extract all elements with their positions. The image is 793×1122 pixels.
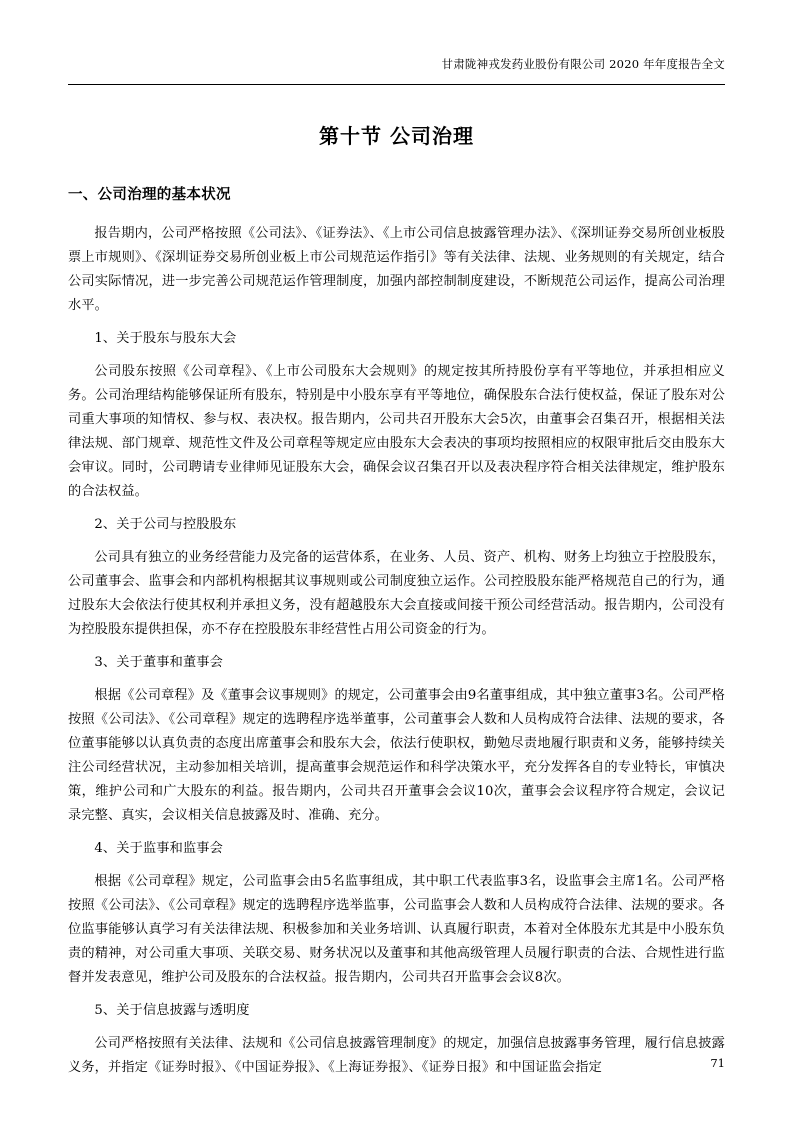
subsection-heading: 1、关于股东与股东大会 (94, 331, 237, 347)
paragraph: 根据《公司章程》及《董事会议事规则》的规定，公司董事会由9名董事组成，其中独立董事3名。公司严格按照《公司法》、《公司章程》规定的选聘程序选举董事，公司董事会人数和人员构成符合法律、法规的要求，各位董事能够以认真负责的态度出席董事会和股东大会，依法行使职权，勤勉尽责地履行职责和义务，能够持续关注公司经营状况，主动参加相关培训，提高董事会规范运作和科学决策水平，充分发挥各自的专业特长，审慎决策，维护公司和广大股东的利益。报告期内，公司共召开董事会会议10次，董事会会议程序符合规定，会议记录完整、真实，会议相关信息披露及时、准确、充分。 (68, 688, 725, 824)
paragraph: 公司股东按照《公司章程》、《上市公司股东大会规则》的规定按其所持股份享有平等地位，并承担相应义务。公司治理结构能够保证所有股东，特别是中小股东享有平等地位，确保股东合法行使权益，保证了股东对公司重大事项的知情权、参与权、表决权。报告期内，公司共召开股东大会5次，由董事会召集召开，根据相关法律法规、部门规章、规范性文件及公司章程等规定应由股东大会表决的事项均按照相应的权限审批后交由股东大会审议。同时，公司聘请专业律师见证股东大会，确保会议召集召开以及表决程序符合相关法律规定，维护股东的合法权益。 (68, 364, 725, 500)
paragraph: 报告期内，公司严格按照《公司法》、《证券法》、《上市公司信息披露管理办法》、《深圳证券交易所创业板股票上市规则》、《深圳证券交易所创业板上市公司规范运作指引》等有关法律、法规、业务规则的有关规定，结合公司实际情况，进一步完善公司规范运作管理制度，加强内部控制制度建设，不断规范公司运作，提高公司治理水平。 (68, 226, 725, 314)
section-heading: 一、公司治理的基本状况 (68, 186, 231, 203)
subsection-heading: 2、关于公司与控股股东 (94, 517, 237, 533)
header-divider (68, 84, 725, 85)
subsection-heading: 5、关于信息披露与透明度 (94, 1003, 250, 1019)
paragraph: 公司具有独立的业务经营能力及完备的运营体系，在业务、人员、资产、机构、财务上均独立于控股股东，公司董事会、监事会和内部机构根据其议事规则或公司制度独立运作。公司控股股东能严格规范自己的行为，通过股东大会依法行使其权利并承担义务，没有超越股东大会直接或间接干预公司经营活动。报告期内，公司没有为控股股东提供担保，亦不存在控股股东非经营性占用公司资金的行为。 (68, 550, 725, 638)
page-number: 71 (710, 1056, 725, 1070)
document-body (68, 120, 725, 1090)
subsection-heading: 4、关于监事和监事会 (94, 841, 223, 857)
running-header (68, 56, 725, 72)
paragraph: 公司严格按照有关法律、法规和《公司信息披露管理制度》的规定，加强信息披露事务管理，履行信息披露义务，并指定《证券时报》、《中国证券报》、《上海证券报》、《证券日报》和中国证监会指定 (68, 1036, 725, 1076)
paragraph: 根据《公司章程》规定，公司监事会由5名监事组成，其中职工代表监事3名，设监事会主席1名。公司严格按照《公司法》、《公司章程》规定的选聘程序选举监事，公司监事会人数和人员构成符合法律、法规的要求。各位监事能够认真学习有关法律法规、积极参加和关业务培训、认真履行职责，本着对全体股东尤其是中小股东负责的精神，对公司重大事项、关联交易、财务状况以及董事和其他高级管理人员履行职责的合法、合规性进行监督并发表意见，维护公司及股东的合法权益。报告期内，公司共召开监事会会议8次。 (68, 874, 725, 986)
running-header-text: 甘肃陇神戎发药业股份有限公司 2020 年年度报告全文 (441, 57, 725, 71)
subsection-heading: 3、关于董事和董事会 (94, 655, 223, 671)
page-title: 第十节 公司治理 (319, 124, 474, 148)
